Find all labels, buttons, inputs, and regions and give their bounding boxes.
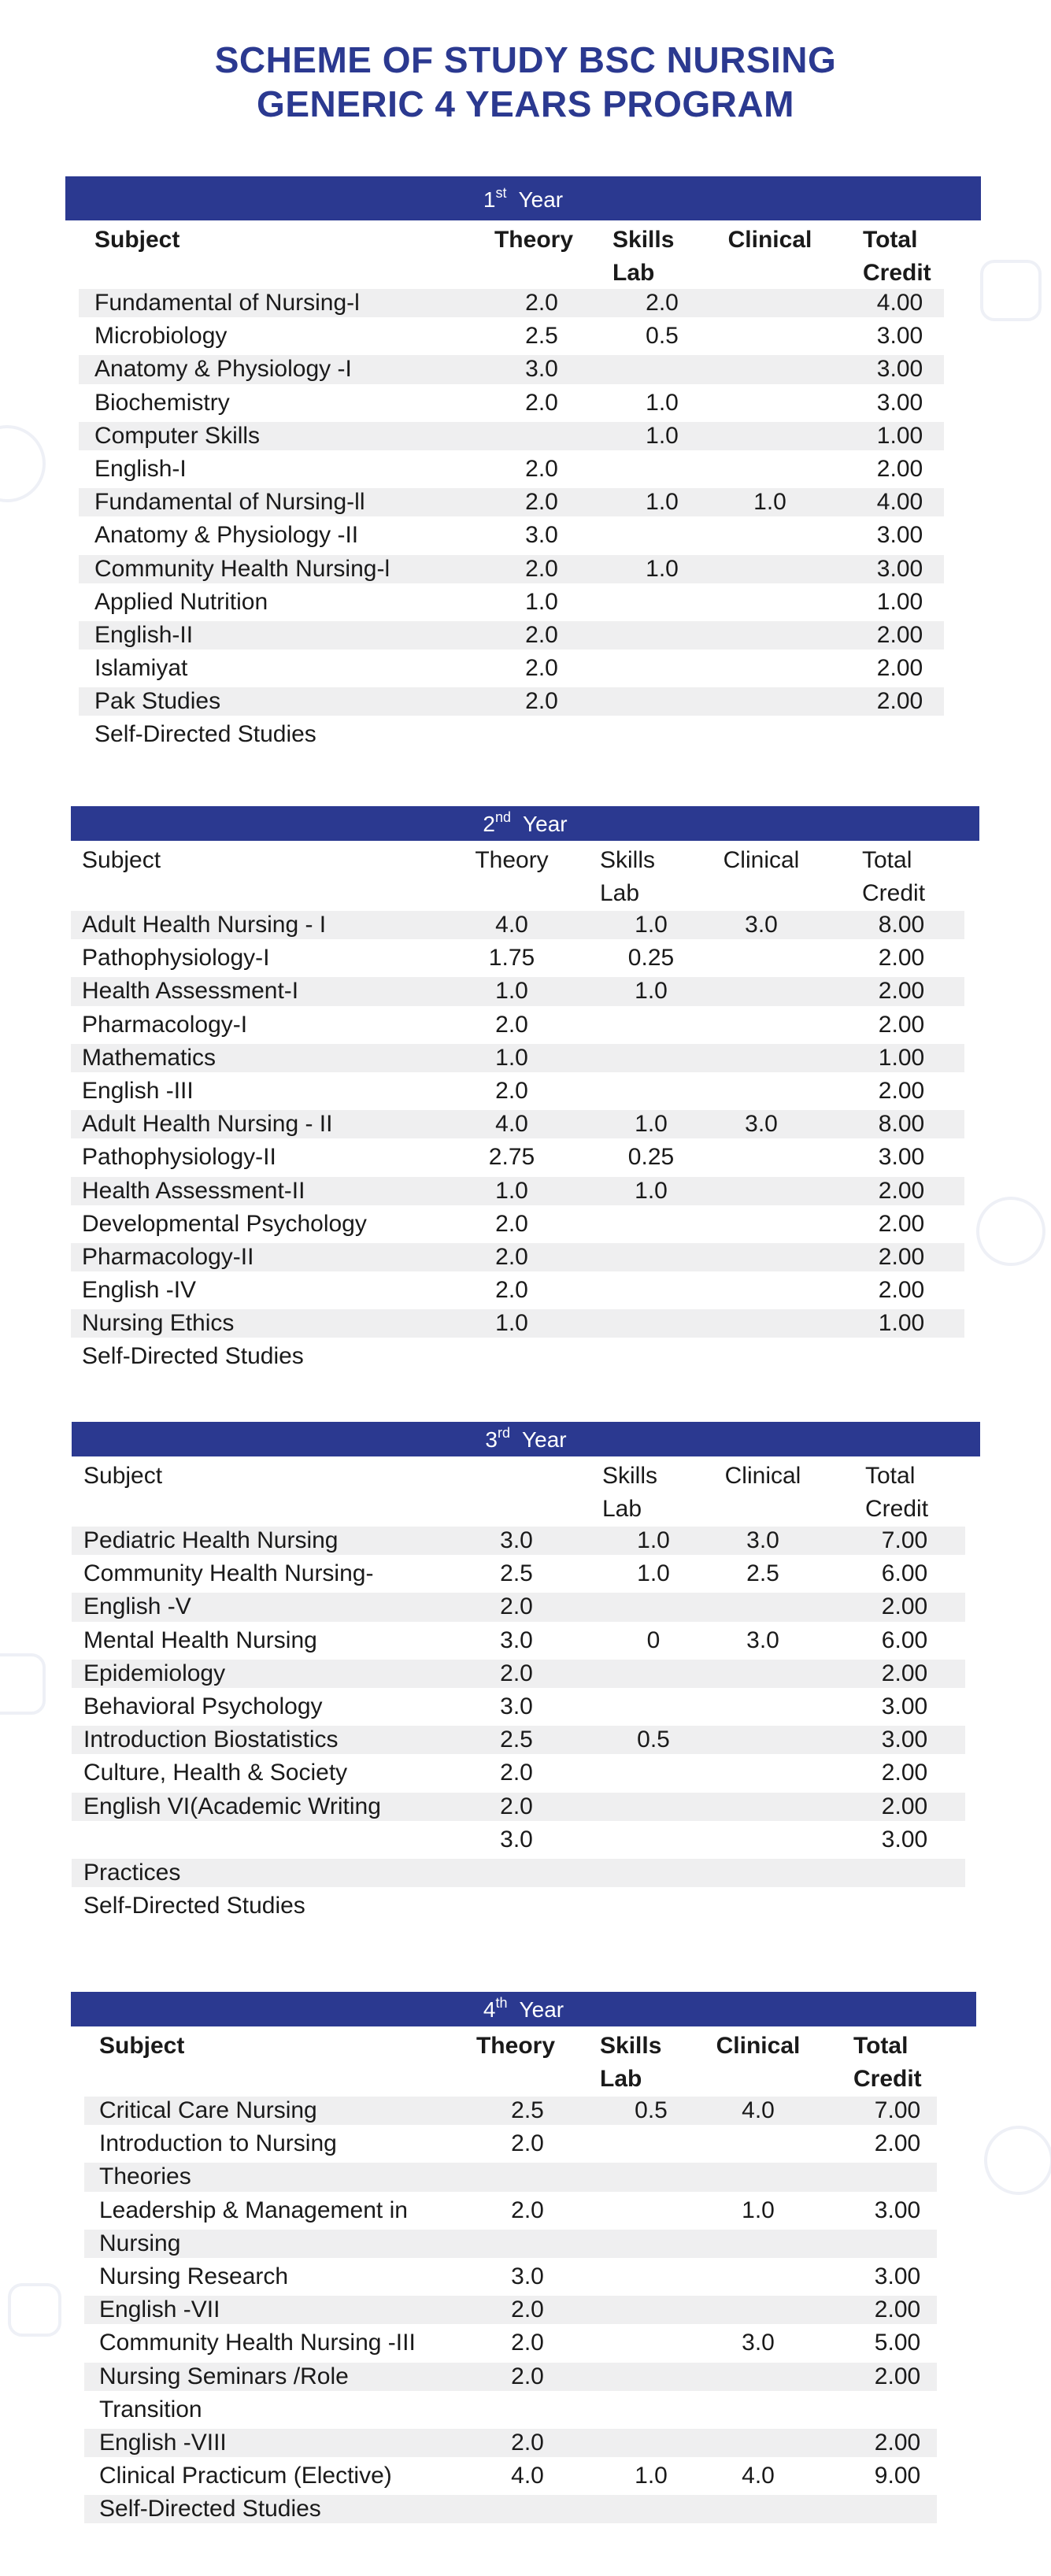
table-row — [71, 942, 979, 975]
subject-name: Computer Skills — [94, 422, 261, 449]
skills-lab-value: 1.0 — [635, 978, 668, 1005]
total-credit-value: 2.00 — [874, 2429, 921, 2456]
subject-name: Mental Health Nursing — [83, 1627, 317, 1653]
year-ordinal-suffix: th — [495, 1995, 508, 2011]
subject-name: English VI(Academic Writing — [83, 1793, 381, 1819]
row-stripe — [84, 2230, 937, 2258]
total-credit-value: 2.00 — [878, 1210, 925, 1237]
table-row — [71, 2326, 976, 2359]
year-1-section — [65, 176, 981, 752]
table-row — [71, 1175, 979, 1208]
table-row — [71, 1307, 979, 1340]
table-row — [71, 1274, 979, 1307]
year-4-section — [71, 1992, 976, 2526]
table-row — [71, 1241, 979, 1274]
year-ordinal-suffix: nd — [494, 809, 511, 825]
subject-name: Transition — [99, 2396, 202, 2422]
table-row — [71, 1108, 979, 1141]
subject-name: Nursing Ethics — [82, 1310, 235, 1337]
total-credit-value: 2.00 — [878, 1011, 925, 1038]
table-row — [65, 685, 981, 718]
clinical-value: 1.0 — [753, 489, 786, 516]
table-row — [72, 1690, 980, 1723]
subject-name: Anatomy & Physiology -II — [94, 522, 359, 549]
subject-name: Pharmacology-I — [82, 1011, 248, 1038]
subject-name: Pharmacology-II — [82, 1243, 254, 1270]
header-subject: Subject — [83, 1463, 163, 1489]
header-total-credit: Total Credit — [853, 2033, 922, 2092]
theory-value: 2.0 — [511, 2297, 544, 2323]
year-3-section — [72, 1422, 980, 1923]
theory-value: 2.5 — [511, 2097, 544, 2123]
table-row — [65, 453, 981, 486]
theory-value: 2.0 — [511, 2197, 544, 2223]
table-row — [65, 586, 981, 619]
skills-lab-value: 1.0 — [646, 555, 679, 582]
subject-name: Behavioral Psychology — [83, 1693, 323, 1719]
skills-lab-value: 1.0 — [635, 912, 668, 938]
subject-rows — [65, 287, 981, 752]
skills-lab-value: 1.0 — [635, 1111, 668, 1138]
header-skills-lab: Skills Lab — [600, 2033, 662, 2092]
total-credit-value: 4.00 — [876, 489, 923, 516]
theory-value: 3.0 — [500, 1693, 533, 1719]
total-credit-value: 9.00 — [874, 2463, 921, 2489]
subject-name: Fundamental of Nursing-ll — [94, 489, 365, 516]
skills-lab-value: 0.5 — [635, 2097, 668, 2123]
clinical-value: 3.0 — [746, 1527, 779, 1553]
subject-name: Biochemistry — [94, 389, 230, 416]
total-credit-value: 3.00 — [874, 2263, 921, 2289]
total-credit-value: 3.00 — [876, 356, 923, 383]
subject-name: English-II — [94, 621, 194, 648]
table-row — [65, 387, 981, 420]
table-row — [65, 652, 981, 685]
subject-name: Self-Directed Studies — [99, 2496, 321, 2522]
header-total-credit: Total Credit — [862, 847, 926, 906]
table-row — [71, 1009, 979, 1042]
subject-name: Mathematics — [82, 1044, 216, 1071]
total-credit-value: 2.00 — [874, 2297, 921, 2323]
total-credit-value: 6.00 — [881, 1627, 928, 1653]
total-credit-value: 5.00 — [874, 2330, 921, 2356]
theory-value: 2.0 — [511, 2130, 544, 2157]
year-label: Year — [523, 812, 568, 836]
skills-lab-value: 1.0 — [637, 1560, 670, 1587]
subject-name: Self-Directed Studies — [94, 721, 316, 748]
clinical-value: 4.0 — [742, 2463, 775, 2489]
header-subject: Subject — [82, 847, 161, 873]
table-row — [71, 1075, 979, 1108]
subject-name: Applied Nutrition — [94, 588, 268, 615]
title-line-1: SCHEME OF STUDY BSC NURSING — [214, 39, 837, 80]
subject-name: Pathophysiology-II — [82, 1144, 276, 1171]
header-clinical: Clinical — [724, 1463, 801, 1489]
theory-value: 2.0 — [495, 1243, 528, 1270]
header-skills-lab: Skills Lab — [612, 227, 675, 286]
total-credit-value: 1.00 — [878, 1310, 925, 1337]
table-row — [72, 1756, 980, 1790]
theory-value: 3.0 — [525, 356, 558, 383]
table-row — [65, 718, 981, 751]
total-credit-value: 2.00 — [876, 455, 923, 482]
column-headers — [71, 2026, 976, 2094]
subject-name: Community Health Nursing -III — [99, 2330, 416, 2356]
total-credit-value: 2.00 — [878, 1177, 925, 1204]
table-row — [71, 975, 979, 1008]
year-label: Year — [522, 1427, 567, 1452]
subject-name: Leadership & Management in — [99, 2197, 408, 2223]
theory-value: 2.0 — [525, 455, 558, 482]
header-subject: Subject — [94, 227, 180, 253]
total-credit-value: 3.00 — [876, 389, 923, 416]
theory-value: 2.0 — [525, 655, 558, 682]
theory-value: 2.0 — [495, 1077, 528, 1104]
theory-value: 4.0 — [511, 2463, 544, 2489]
table-row — [71, 2393, 976, 2426]
theory-value: 2.5 — [500, 1727, 533, 1753]
subject-name: Practices — [83, 1859, 181, 1886]
header-total-credit: Total Credit — [863, 227, 931, 286]
theory-value: 2.0 — [525, 621, 558, 648]
year-ordinal-suffix: st — [495, 185, 507, 201]
theory-value: 2.0 — [525, 688, 558, 715]
subject-name: Community Health Nursing- — [83, 1560, 374, 1587]
total-credit-value: 2.00 — [881, 1660, 928, 1686]
total-credit-value: 7.00 — [874, 2097, 921, 2123]
clinical-value: 1.0 — [742, 2197, 775, 2223]
subject-name: Clinical Practicum (Elective) — [99, 2463, 392, 2489]
theory-value: 3.0 — [511, 2263, 544, 2289]
skills-lab-value: 2.0 — [646, 290, 679, 316]
header-total-credit: Total Credit — [865, 1463, 929, 1522]
theory-value: 2.0 — [511, 2429, 544, 2456]
skills-lab-value: 1.0 — [646, 422, 679, 449]
theory-value: 2.0 — [525, 290, 558, 316]
total-credit-value: 4.00 — [876, 290, 923, 316]
skills-lab-value: 1.0 — [646, 489, 679, 516]
theory-value: 2.0 — [511, 2363, 544, 2389]
table-row — [71, 2227, 976, 2260]
table-row — [71, 2493, 976, 2526]
table-row — [72, 1790, 980, 1823]
subject-name: Adult Health Nursing - I — [82, 912, 327, 938]
clinical-value: 4.0 — [742, 2097, 775, 2123]
table-row — [72, 1723, 980, 1756]
subject-name: Pediatric Health Nursing — [83, 1527, 339, 1553]
table-row — [72, 1524, 980, 1557]
clinical-value: 3.0 — [746, 1627, 779, 1653]
header-subject: Subject — [99, 2033, 185, 2059]
total-credit-value: 3.00 — [876, 323, 923, 350]
theory-value: 3.0 — [500, 1627, 533, 1653]
subject-name: Introduction to Nursing — [99, 2130, 337, 2157]
theory-value: 1.0 — [495, 1044, 528, 1071]
subject-rows — [72, 1524, 980, 1923]
clinical-value: 3.0 — [742, 2330, 775, 2356]
subject-name: Self-Directed Studies — [83, 1893, 305, 1919]
table-row — [71, 1141, 979, 1174]
total-credit-value: 1.00 — [876, 588, 923, 615]
table-row — [72, 1657, 980, 1690]
total-credit-value: 3.00 — [881, 1693, 928, 1719]
table-row — [71, 1042, 979, 1075]
total-credit-value: 8.00 — [878, 912, 925, 938]
total-credit-value: 3.00 — [874, 2197, 921, 2223]
theory-value: 2.0 — [495, 1011, 528, 1038]
total-credit-value: 2.00 — [881, 1793, 928, 1819]
subject-rows — [71, 909, 979, 1374]
subject-name: English -IV — [82, 1277, 197, 1304]
theory-value: 1.0 — [495, 978, 528, 1005]
header-skills-lab: Skills Lab — [602, 1463, 658, 1522]
theory-value: 1.0 — [525, 588, 558, 615]
subject-name: Health Assessment-I — [82, 978, 299, 1005]
total-credit-value: 2.00 — [881, 1593, 928, 1620]
theory-value: 2.0 — [500, 1793, 533, 1819]
skills-lab-value: 0 — [646, 1627, 661, 1653]
subject-name: Pak Studies — [94, 688, 221, 715]
theory-value: 2.0 — [500, 1660, 533, 1686]
header-skills-lab: Skills Lab — [600, 847, 656, 906]
year-ordinal: 4 — [483, 1997, 496, 2022]
skills-lab-value: 0.5 — [637, 1727, 670, 1753]
year-ordinal: 3 — [485, 1427, 498, 1452]
title-line-2: GENERIC 4 YEARS PROGRAM — [257, 83, 794, 124]
table-row — [71, 2160, 976, 2193]
total-credit-value: 2.00 — [876, 655, 923, 682]
total-credit-value: 6.00 — [881, 1560, 928, 1587]
year-3-header — [72, 1422, 980, 1456]
total-credit-value: 3.00 — [876, 555, 923, 582]
header-clinical: Clinical — [723, 847, 800, 873]
total-credit-value: 2.00 — [876, 621, 923, 648]
theory-value: 1.0 — [495, 1310, 528, 1337]
skills-lab-value: 0.5 — [646, 323, 679, 350]
subject-name: Microbiology — [94, 323, 228, 350]
subject-name: English -VIII — [99, 2429, 227, 2456]
theory-value: 4.0 — [495, 912, 528, 938]
total-credit-value: 8.00 — [878, 1111, 925, 1138]
header-theory: Theory — [476, 2033, 556, 2059]
year-ordinal: 1 — [483, 187, 496, 212]
theory-value: 2.0 — [525, 555, 558, 582]
page-title — [0, 38, 1051, 126]
subject-name: Epidemiology — [83, 1660, 226, 1686]
clinical-value: 2.5 — [746, 1560, 779, 1587]
total-credit-value: 3.00 — [881, 1727, 928, 1753]
table-row — [72, 1856, 980, 1889]
total-credit-value: 2.00 — [881, 1760, 928, 1786]
skills-lab-value: 1.0 — [646, 389, 679, 416]
theory-value: 2.0 — [525, 389, 558, 416]
table-row — [71, 2426, 976, 2459]
year-2-section — [71, 806, 979, 1374]
table-row — [71, 909, 979, 942]
total-credit-value: 3.00 — [881, 1826, 928, 1852]
subject-name: Fundamental of Nursing-l — [94, 290, 360, 316]
total-credit-value: 2.00 — [878, 1243, 925, 1270]
theory-value: 2.0 — [525, 489, 558, 516]
row-stripe — [84, 2163, 937, 2191]
skills-lab-value: 0.25 — [627, 945, 675, 972]
year-label: Year — [519, 1997, 564, 2022]
total-credit-value: 2.00 — [878, 1277, 925, 1304]
subject-name: Nursing — [99, 2230, 181, 2256]
subject-name: Community Health Nursing-l — [94, 555, 390, 582]
table-row — [71, 2194, 976, 2227]
year-2-header — [71, 806, 979, 841]
total-credit-value: 3.00 — [876, 522, 923, 549]
table-row — [72, 1590, 980, 1623]
subject-rows — [71, 2094, 976, 2526]
theory-value: 3.0 — [500, 1527, 533, 1553]
total-credit-value: 1.00 — [876, 422, 923, 449]
subject-name: Nursing Research — [99, 2263, 289, 2289]
table-row — [71, 2094, 976, 2127]
skills-lab-value: 0.25 — [627, 1144, 675, 1171]
subject-name: Anatomy & Physiology -I — [94, 356, 352, 383]
total-credit-value: 2.00 — [878, 978, 925, 1005]
table-row — [71, 2260, 976, 2293]
subject-name: Health Assessment-II — [82, 1177, 305, 1204]
subject-name: Islamiyat — [94, 655, 188, 682]
header-clinical: Clinical — [716, 2033, 801, 2059]
clinical-value: 3.0 — [745, 1111, 778, 1138]
table-row — [72, 1557, 980, 1590]
theory-value: 2.5 — [500, 1560, 533, 1587]
table-row — [71, 2127, 976, 2160]
theory-value: 2.75 — [488, 1144, 535, 1171]
year-ordinal-suffix: rd — [497, 1425, 510, 1441]
table-row — [65, 420, 981, 453]
table-row — [65, 553, 981, 586]
theory-value: 2.5 — [525, 323, 558, 350]
subject-name: Nursing Seminars /Role — [99, 2363, 349, 2389]
theory-value: 3.0 — [525, 522, 558, 549]
subject-name: English -VII — [99, 2297, 220, 2323]
theory-value: 2.0 — [495, 1210, 528, 1237]
table-row — [71, 2360, 976, 2393]
table-row — [71, 1208, 979, 1241]
subject-name: Self-Directed Studies — [82, 1343, 304, 1370]
column-headers — [71, 841, 979, 909]
subject-name: Introduction Biostatistics — [83, 1727, 339, 1753]
total-credit-value: 2.00 — [874, 2130, 921, 2157]
table-row — [65, 320, 981, 353]
year-label: Year — [518, 187, 564, 212]
year-4-header — [71, 1992, 976, 2026]
table-row — [71, 2459, 976, 2493]
table-row — [72, 1823, 980, 1856]
table-row — [71, 1340, 979, 1373]
theory-value: 4.0 — [495, 1111, 528, 1138]
total-credit-value: 2.00 — [878, 945, 925, 972]
header-theory: Theory — [475, 847, 549, 873]
subject-name: Critical Care Nursing — [99, 2097, 317, 2123]
total-credit-value: 2.00 — [876, 688, 923, 715]
table-row — [72, 1889, 980, 1923]
total-credit-value: 2.00 — [874, 2363, 921, 2389]
subject-name: Adult Health Nursing - II — [82, 1111, 333, 1138]
total-credit-value: 3.00 — [878, 1144, 925, 1171]
subject-name: English-I — [94, 455, 187, 482]
header-theory: Theory — [494, 227, 574, 253]
year-ordinal: 2 — [483, 812, 495, 836]
theory-value: 2.0 — [511, 2330, 544, 2356]
table-row — [65, 619, 981, 652]
table-row — [65, 519, 981, 552]
clinical-value: 3.0 — [745, 912, 778, 938]
table-row — [65, 287, 981, 320]
year-1-header — [65, 176, 981, 220]
total-credit-value: 2.00 — [878, 1077, 925, 1104]
column-headers — [65, 220, 981, 287]
subject-name: Theories — [99, 2163, 191, 2190]
skills-lab-value: 1.0 — [637, 1527, 670, 1553]
subject-name: English -III — [82, 1077, 194, 1104]
skills-lab-value: 1.0 — [635, 2463, 668, 2489]
table-row — [71, 2293, 976, 2326]
subject-name: Culture, Health & Society — [83, 1760, 348, 1786]
row-stripe — [72, 1859, 965, 1887]
skills-lab-value: 1.0 — [635, 1177, 668, 1204]
theory-value: 2.0 — [500, 1593, 533, 1620]
table-row — [65, 486, 981, 519]
subject-name: Pathophysiology-I — [82, 945, 270, 972]
table-row — [65, 353, 981, 386]
theory-value: 2.0 — [495, 1277, 528, 1304]
total-credit-value: 1.00 — [878, 1044, 925, 1071]
theory-value: 2.0 — [500, 1760, 533, 1786]
subject-name: English -V — [83, 1593, 191, 1620]
column-headers — [72, 1456, 980, 1524]
total-credit-value: 7.00 — [881, 1527, 928, 1553]
theory-value: 1.75 — [488, 945, 535, 972]
theory-value: 1.0 — [495, 1177, 528, 1204]
subject-name: Developmental Psychology — [82, 1210, 367, 1237]
table-row — [72, 1624, 980, 1657]
theory-value: 3.0 — [500, 1826, 533, 1852]
header-clinical: Clinical — [727, 227, 812, 253]
